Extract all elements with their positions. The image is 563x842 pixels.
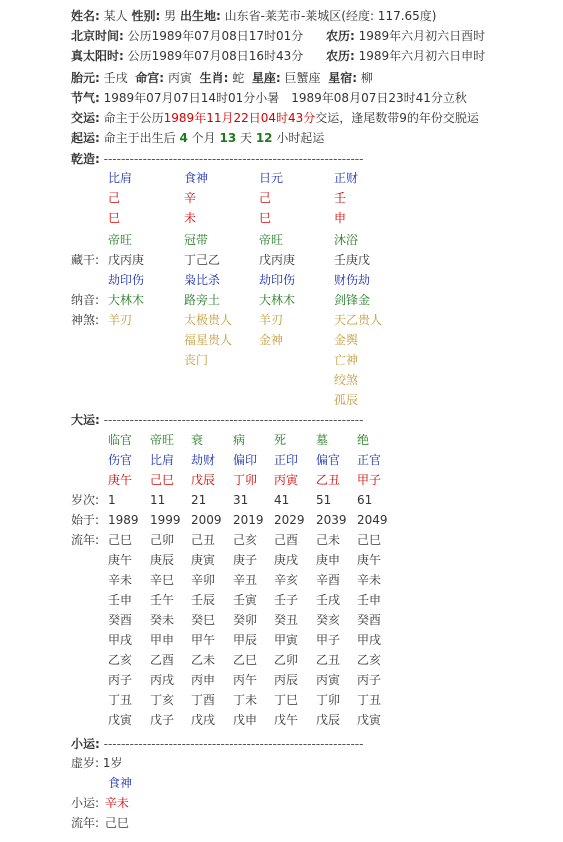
liunian-cell: 乙未 [191,653,216,667]
dayun-age: 1 [108,493,116,507]
dayun-zhangsheng: 绝 [357,433,370,447]
liunian-cell: 甲子 [316,633,341,647]
solar-row [71,48,303,64]
birthplace-value: 山东省-莱芜市-莱城区(经度: 117.65度) [224,9,437,23]
pillar-shensha: 羊刃 [108,313,133,327]
dayun-ganzhi: 丙寅 [274,473,299,487]
name-label: 姓名: [71,9,100,23]
liunian-cell: 癸酉 [108,613,133,627]
liunian-cell: 戊申 [233,713,258,727]
qianzao-divider: ------------------------------------------------------------ [103,152,364,166]
dayun-age: 21 [191,493,207,507]
dayun-year: 2039 [316,513,347,527]
dayun-ganzhi: 丁卯 [233,473,258,487]
dayun-ganzhi: 甲子 [357,473,382,487]
liunian-cell: 乙丑 [316,653,341,667]
pillar-cang-shishen: 财伤劫 [334,273,371,287]
liunian-cell: 己巳 [357,533,382,547]
dayun-ganzhi: 戊辰 [191,473,216,487]
liunian-label: 流年: [71,533,100,547]
liunian-cell: 辛丑 [233,573,258,587]
pillar-nayin: 大林木 [108,293,145,307]
liunian-cell: 癸丑 [274,613,299,627]
liunian-cell: 辛巳 [150,573,175,587]
dayun-ganzhi: 己巳 [150,473,175,487]
name-value: 某人 [103,9,128,23]
liunian-cell: 丙子 [108,673,133,687]
qiyun-hours: 12 [255,131,273,145]
xiaoyun-header [71,736,363,752]
liunian-cell: 丁酉 [191,693,216,707]
lunar2-value: 1989年六月初六日申时 [358,49,486,63]
qiyun-days-unit: 天 [236,131,256,145]
pillar-zhangsheng: 冠带 [184,233,209,247]
dayun-shishen: 比肩 [150,453,175,467]
xiaoyun-value: 辛未 [104,796,129,810]
pillar-shensha: 金舆 [334,333,359,347]
dayun-zhangsheng: 病 [233,433,246,447]
pillar-gan: 己 [259,191,272,205]
pillar-shensha: 天乙贵人 [334,313,383,327]
liunian-cell: 庚寅 [191,553,216,567]
dayun-year: 2009 [191,513,222,527]
liunian-cell: 己亥 [233,533,258,547]
pillar-gan: 辛 [184,191,197,205]
dayun-shishen: 偏官 [316,453,341,467]
dayun-age: 41 [274,493,290,507]
beijing-label: 北京时间: [71,29,124,43]
qiyun-months-unit: 个月 [187,131,220,145]
xiaoyun-liunian-label: 流年: [71,816,100,830]
pillar-shensha: 孤辰 [334,393,359,407]
liunian-cell: 己酉 [274,533,299,547]
liunian-cell: 庚午 [357,553,382,567]
pillar-shensha: 亡神 [334,353,359,367]
xingzuo-value: 巨蟹座 [284,71,321,85]
dayun-year: 1999 [150,513,181,527]
liunian-cell: 戊戌 [191,713,216,727]
xiaoyun-liunian-value: 己巳 [104,816,129,830]
dayun-label: 大运: [71,413,100,427]
liunian-cell: 戊寅 [108,713,133,727]
liunian-cell: 己丑 [191,533,216,547]
xusui-label: 虚岁: [71,756,100,770]
pillar-cang-shishen: 枭比杀 [184,273,221,287]
pillar-shishen: 日元 [259,171,284,185]
dayun-zhangsheng: 帝旺 [150,433,175,447]
lunar1-row [326,28,485,44]
qiyun-hours-unit: 小时起运 [272,131,325,145]
taiyuan-label: 胎元: [71,71,100,85]
beijing-value: 公历1989年07月08日17时01分 [127,29,304,43]
liunian-cell: 壬申 [357,593,382,607]
dayun-ganzhi: 乙丑 [316,473,341,487]
pillar-nayin: 路旁土 [184,293,221,307]
pillar-shensha: 福星贵人 [184,333,233,347]
liunian-cell: 乙亥 [357,653,382,667]
xiaoyun-divider: ------------------------------------------------------------ [103,737,364,751]
pillar-gan: 己 [108,191,121,205]
dayun-shishen: 劫财 [191,453,216,467]
qianzao-label: 乾造: [71,152,100,166]
liunian-cell: 庚戌 [274,553,299,567]
liunian-cell: 丙子 [357,673,382,687]
dayun-age: 11 [150,493,166,507]
liunian-cell: 癸亥 [316,613,341,627]
lunar1-value: 1989年六月初六日酉时 [358,29,486,43]
shengxiao-value: 蛇 [232,71,245,85]
liunian-cell: 丁巳 [274,693,299,707]
liunian-cell: 乙亥 [108,653,133,667]
liunian-cell: 甲寅 [274,633,299,647]
liunian-cell: 庚辰 [150,553,175,567]
liunian-cell: 甲辰 [233,633,258,647]
pillar-zhi: 巳 [259,211,272,225]
jieqi-row [71,90,467,106]
dayun-zhangsheng: 墓 [316,433,329,447]
pillar-zhangsheng: 帝旺 [259,233,284,247]
liunian-cell: 庚子 [233,553,258,567]
liunian-cell: 丙午 [233,673,258,687]
xiaoyun-liunian-row [71,815,129,831]
liunian-cell: 甲戌 [357,633,382,647]
jiaoyun-pre: 命主于公历 [103,111,164,125]
jieqi-label: 节气: [71,91,100,105]
liunian-cell: 丁亥 [150,693,175,707]
taiyuan-value: 壬戌 [103,71,128,85]
liunian-cell: 丙辰 [274,673,299,687]
qiyun-months: 4 [179,131,188,145]
dayun-age: 61 [357,493,373,507]
shengxiao-label: 生肖: [199,71,229,85]
pillar-zhi: 申 [334,211,347,225]
pillar-zhi: 巳 [108,211,121,225]
liunian-cell: 甲申 [150,633,175,647]
pillar-shensha: 金神 [259,333,284,347]
lunar2-row [326,48,485,64]
dayun-zhangsheng: 衰 [191,433,204,447]
liunian-cell: 乙卯 [274,653,299,667]
liunian-cell: 戊午 [274,713,299,727]
liunian-cell: 丙申 [191,673,216,687]
liunian-cell: 庚午 [108,553,133,567]
dayun-year: 2019 [233,513,264,527]
nayin-label: 纳音: [71,293,100,307]
xiaoyun-label: 小运: [71,796,100,810]
liunian-cell: 辛卯 [191,573,216,587]
liunian-cell: 丁卯 [316,693,341,707]
solar-label: 真太阳时: [71,49,124,63]
qiyun-days: 13 [219,131,237,145]
xiaoyun-row [71,795,129,811]
liunian-cell: 戊子 [150,713,175,727]
shensha-label: 神煞: [71,313,100,327]
liunian-cell: 甲戌 [108,633,133,647]
liunian-cell: 壬子 [274,593,299,607]
liunian-cell: 壬申 [108,593,133,607]
liunian-cell: 辛酉 [316,573,341,587]
dayun-zhangsheng: 死 [274,433,287,447]
pillar-shishen: 食神 [184,171,209,185]
liunian-cell: 己巳 [108,533,133,547]
solar-value: 公历1989年07月08日16时43分 [127,49,304,63]
dayun-ganzhi: 庚午 [108,473,133,487]
pillar-zhangsheng: 沐浴 [334,233,359,247]
pillar-nayin: 剑锋金 [334,293,371,307]
liunian-cell: 戊辰 [316,713,341,727]
liunian-cell: 辛未 [357,573,382,587]
year-label: 始于: [71,513,100,527]
dayun-year: 2049 [357,513,388,527]
pillar-shishen: 正财 [334,171,359,185]
gender-value: 男 [164,9,177,23]
pillar-canggan: 丁己乙 [184,253,221,267]
liunian-cell: 戊寅 [357,713,382,727]
xingsu-value: 柳 [360,71,373,85]
dayun-age: 51 [316,493,332,507]
qiyun-row [71,130,324,146]
xingzuo-label: 星座: [251,71,281,85]
qianzao-header [71,151,363,167]
pillar-shensha: 绞煞 [334,373,359,387]
dayun-shishen: 正印 [274,453,299,467]
minggong-value: 丙寅 [167,71,192,85]
pillar-shensha: 丧门 [184,353,209,367]
pillar-shensha: 羊刃 [259,313,284,327]
liunian-cell: 壬戌 [316,593,341,607]
pillar-cang-shishen: 劫印伤 [259,273,296,287]
liunian-cell: 丙寅 [316,673,341,687]
dayun-zhangsheng: 临官 [108,433,133,447]
liunian-cell: 甲午 [191,633,216,647]
liunian-cell: 辛未 [108,573,133,587]
pillar-shensha: 太极贵人 [184,313,233,327]
birthplace-label: 出生地: [179,9,221,23]
jiaoyun-date: 1989年11月22日04时43分 [163,111,316,125]
pillar-canggan: 戊丙庚 [259,253,296,267]
taiyuan-row [71,70,373,86]
liunian-cell: 己卯 [150,533,175,547]
dayun-age: 31 [233,493,249,507]
liunian-cell: 丁丑 [357,693,382,707]
pillar-gan: 壬 [334,191,347,205]
qiyun-pre: 命主于出生后 [103,131,180,145]
liunian-cell: 壬午 [150,593,175,607]
liunian-cell: 辛亥 [274,573,299,587]
dayun-shishen: 偏印 [233,453,258,467]
pillar-shishen: 比肩 [108,171,133,185]
liunian-cell: 己未 [316,533,341,547]
liunian-cell: 癸未 [150,613,175,627]
xiaoyun-shishen: 食神 [108,776,133,790]
minggong-label: 命宫: [135,71,165,85]
pillar-nayin: 大林木 [259,293,296,307]
lunar2-label: 农历: [326,49,355,63]
qiyun-label: 起运: [71,131,100,145]
liunian-cell: 乙酉 [150,653,175,667]
dayun-year: 2029 [274,513,305,527]
jiaoyun-label: 交运: [71,111,100,125]
dayun-year: 1989 [108,513,139,527]
dayun-shishen: 正官 [357,453,382,467]
lunar1-label: 农历: [326,29,355,43]
pillar-canggan: 壬庚戊 [334,253,371,267]
xiaoyun-section-label: 小运: [71,737,100,751]
pillar-zhi: 未 [184,211,197,225]
liunian-cell: 庚申 [316,553,341,567]
liunian-cell: 壬寅 [233,593,258,607]
liunian-cell: 癸卯 [233,613,258,627]
xusui-row [71,755,123,771]
canggan-label: 藏干: [71,253,100,267]
jiaoyun-row [71,110,479,126]
name-row [71,8,436,24]
pillar-canggan: 戊丙庚 [108,253,145,267]
pillar-cang-shishen: 劫印伤 [108,273,145,287]
xingsu-label: 星宿: [328,71,357,85]
gender-label: 性别: [131,9,161,23]
dayun-header [71,412,363,428]
liunian-cell: 壬辰 [191,593,216,607]
beijing-row [71,28,303,44]
dayun-divider: ------------------------------------------------------------ [103,413,364,427]
liunian-cell: 癸酉 [357,613,382,627]
dayun-shishen: 伤官 [108,453,133,467]
liunian-cell: 丁丑 [108,693,133,707]
liunian-cell: 乙巳 [233,653,258,667]
liunian-cell: 丁未 [233,693,258,707]
jieqi-value: 1989年07月07日14时01分小暑 1989年08月07日23时41分立秋 [103,91,467,105]
age-label: 岁次: [71,493,100,507]
jiaoyun-post: 交运，逢尾数带9的年份交脱运 [315,111,479,125]
pillar-zhangsheng: 帝旺 [108,233,133,247]
liunian-cell: 癸巳 [191,613,216,627]
liunian-cell: 丙戌 [150,673,175,687]
xusui-value: 1岁 [102,756,123,770]
